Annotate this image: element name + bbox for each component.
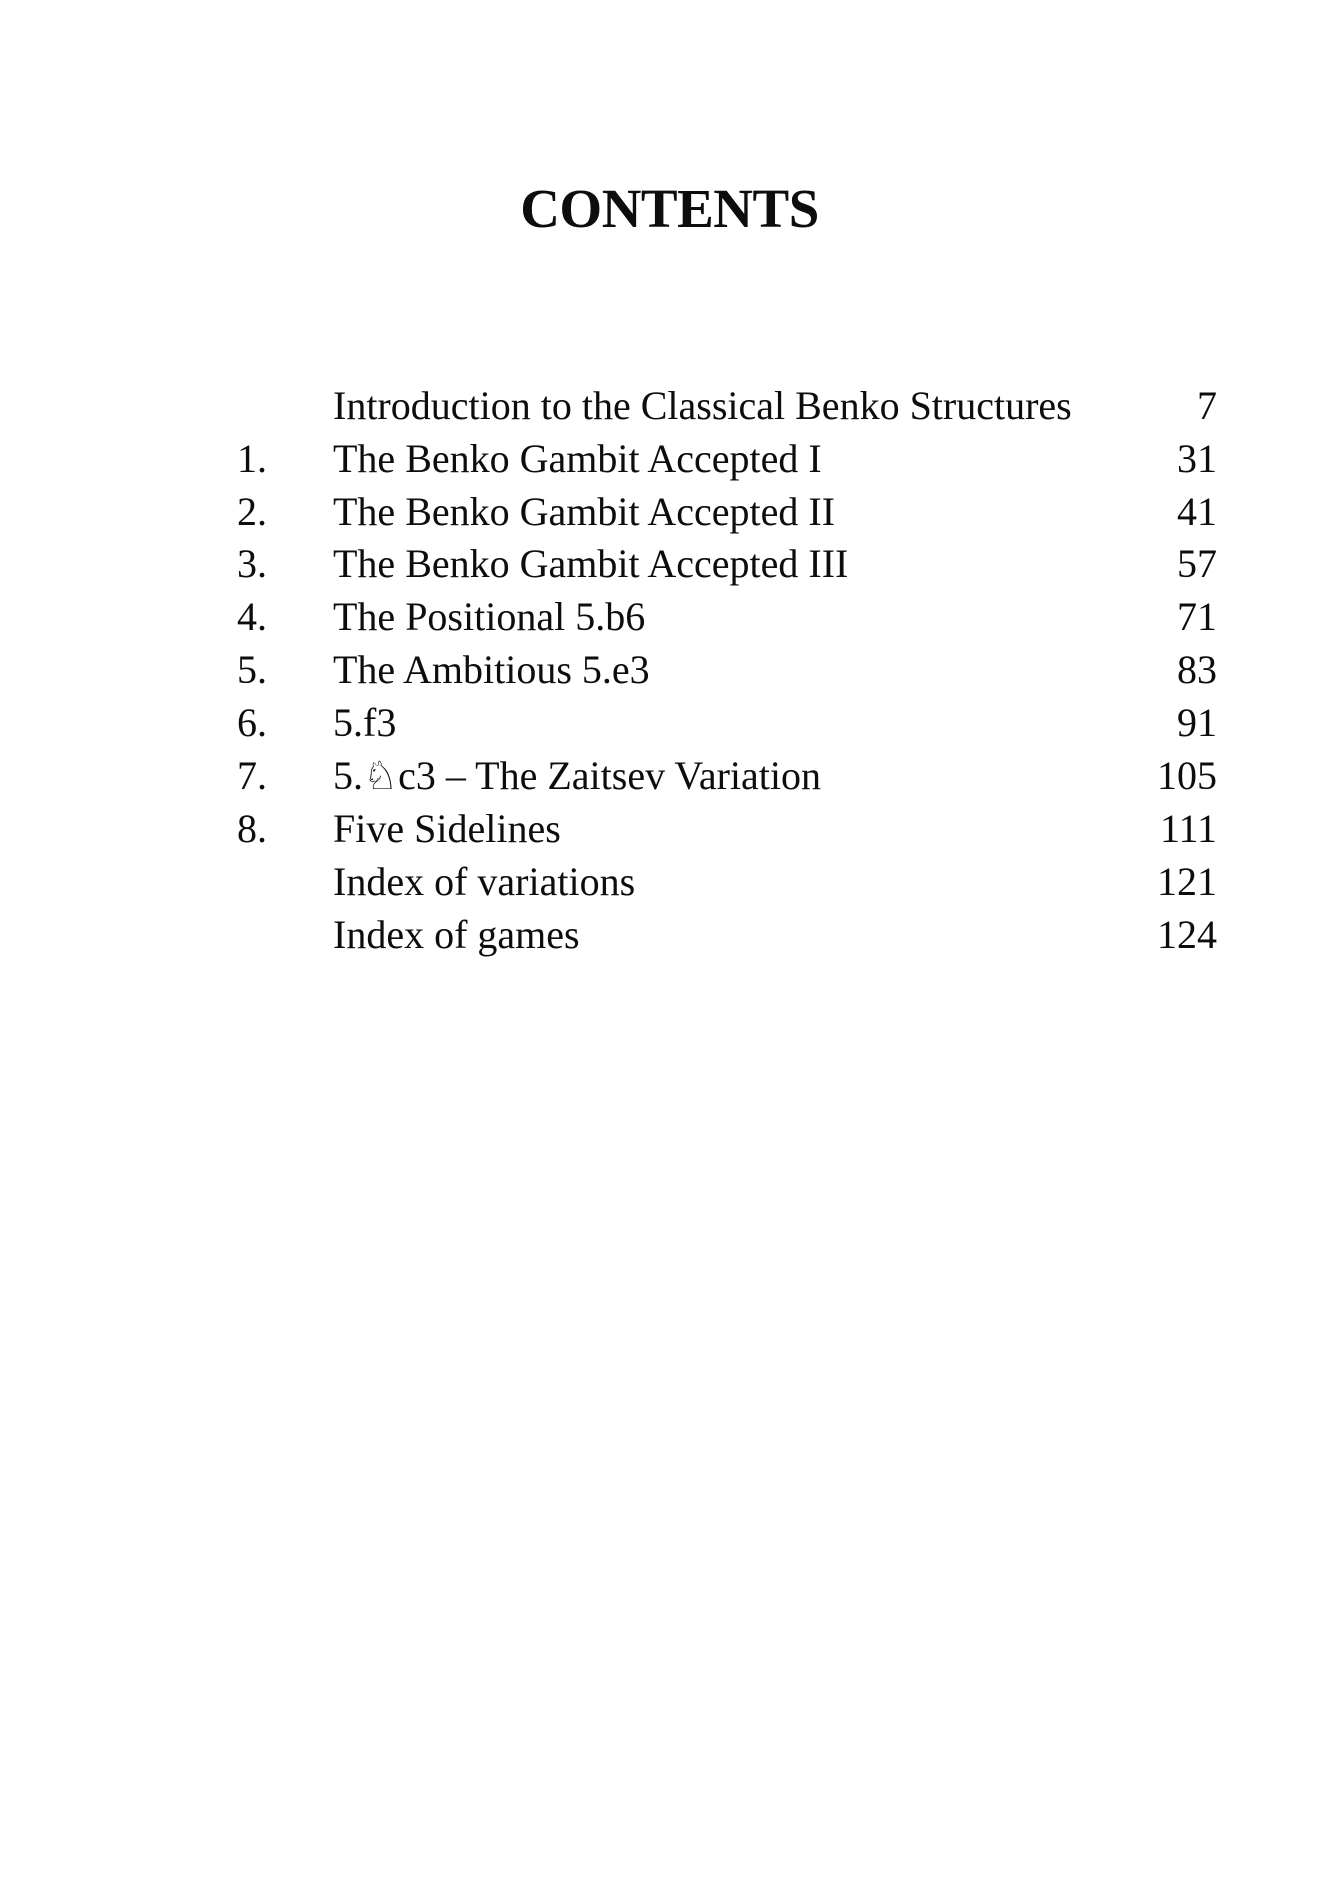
- toc-row: [237, 697, 1217, 750]
- toc-row: [237, 856, 1217, 909]
- chapter-number: 1.: [237, 435, 267, 481]
- chapter-title: Index of variations: [333, 859, 636, 905]
- page-number: 121: [1157, 859, 1217, 905]
- chapter-number: 7.: [237, 752, 267, 798]
- page-number: 41: [1177, 488, 1217, 534]
- chapter-title: Introduction to the Classical Benko Structures: [333, 383, 1072, 428]
- chapter-number: 5.: [237, 646, 267, 692]
- white-knight-icon: ♘: [363, 753, 399, 799]
- page-number: 124: [1157, 911, 1217, 957]
- chapter-title: [333, 750, 1147, 804]
- chapter-number: 4.: [237, 594, 267, 640]
- toc-row: [237, 591, 1217, 644]
- chapter-number: 6.: [237, 699, 267, 745]
- page-number: 7: [1197, 383, 1217, 428]
- toc-list: [237, 380, 1217, 962]
- toc-row: [237, 909, 1217, 962]
- chapter-title: The Benko Gambit Accepted III: [333, 541, 849, 587]
- toc-row: [237, 380, 1217, 433]
- chapter-title: The Ambitious 5.e3: [333, 646, 650, 692]
- page-number: 57: [1177, 541, 1217, 587]
- toc-row: [237, 803, 1217, 856]
- page-number: 83: [1177, 646, 1217, 692]
- toc-row: [237, 644, 1217, 697]
- chapter-title: The Benko Gambit Accepted II: [333, 488, 836, 534]
- toc-row: [237, 486, 1217, 539]
- chapter-number: 3.: [237, 541, 267, 587]
- page-number: 71: [1177, 594, 1217, 640]
- toc-row: [237, 538, 1217, 591]
- chapter-title: The Positional 5.b6: [333, 594, 646, 640]
- chapter-number: 2.: [237, 488, 267, 534]
- chapter-title: The Benko Gambit Accepted I: [333, 435, 822, 481]
- chapter-title-post: c3 – The Zaitsev Variation: [398, 752, 821, 798]
- page-number: 111: [1159, 806, 1217, 852]
- page-number: 105: [1157, 752, 1217, 798]
- page-number: 31: [1177, 435, 1217, 481]
- page-number: 91: [1177, 699, 1217, 745]
- chapter-title-pre: 5.: [333, 752, 363, 798]
- chapter-number: 8.: [237, 806, 267, 852]
- toc-row: [237, 433, 1217, 486]
- chapter-title: Index of games: [333, 911, 580, 957]
- page-title: CONTENTS: [520, 178, 819, 239]
- chapter-title: Five Sidelines: [333, 806, 561, 852]
- chapter-title: 5.f3: [333, 699, 397, 745]
- toc-row: [237, 750, 1217, 804]
